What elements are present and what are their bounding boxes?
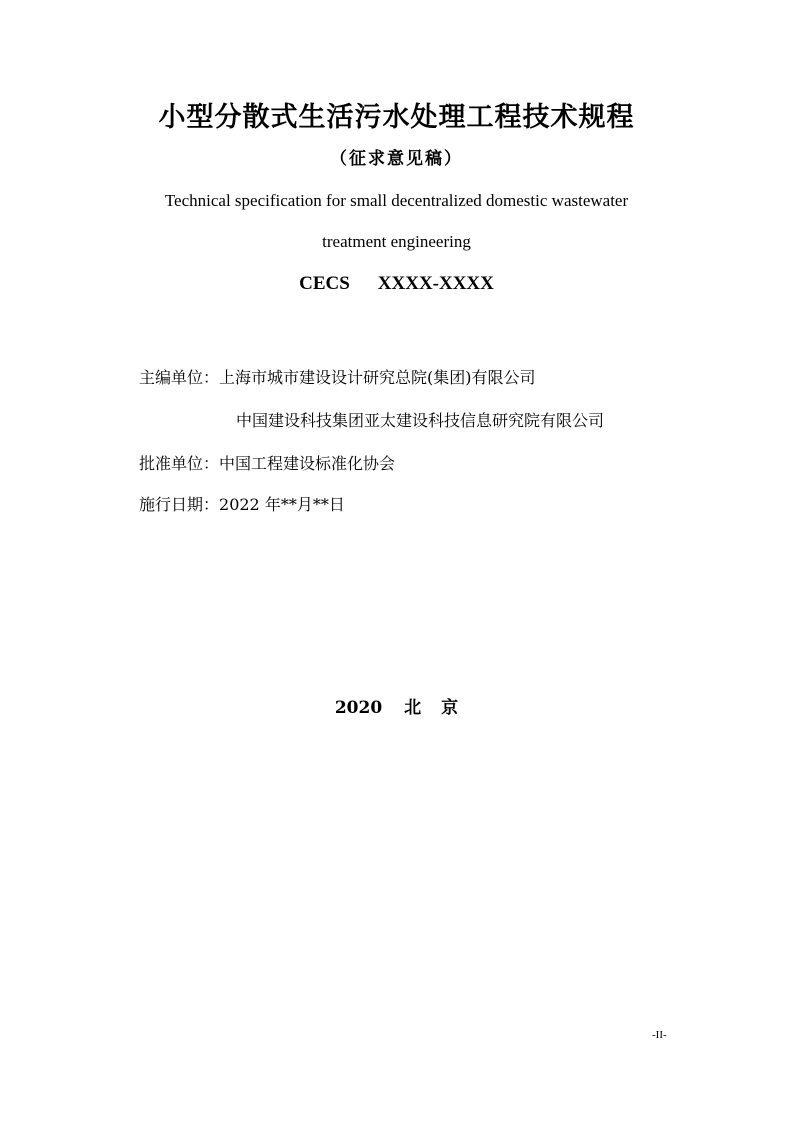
editor-unit-row [139, 366, 536, 390]
effective-label: 施行日期： [139, 495, 220, 514]
effective-date-row [139, 493, 345, 517]
document-subtitle-cn: （征求意见稿） [330, 149, 463, 169]
standard-code-prefix: CECS [299, 273, 350, 294]
page-number: -II- [652, 1029, 667, 1041]
document-title-en-line1: Technical specification for small decentralized domestic wastewater [164, 191, 629, 210]
editor-unit-1: 上海市城市建设设计研究总院(集团)有限公司 [219, 368, 536, 387]
document-title-cn: 小型分散式生活污水处理工程技术规程 [158, 102, 635, 133]
standard-code-number: XXXX-XXXX [377, 273, 494, 294]
publication-year: 2020 [334, 698, 383, 718]
effective-date: 2022 年**月**日 [219, 495, 345, 514]
document-title-en-line2: treatment engineering [322, 232, 471, 251]
editor-unit-row-2 [236, 409, 604, 433]
publication-city: 北京 [404, 698, 479, 718]
approver-unit: 中国工程建设标准化协会 [219, 454, 396, 473]
approver-label: 批准单位： [139, 454, 220, 473]
publication-info [0, 696, 793, 720]
editor-unit-2: 中国建设科技集团亚太建设科技信息研究院有限公司 [236, 411, 605, 430]
approver-unit-row [139, 452, 395, 476]
editor-label: 主编单位： [139, 368, 220, 387]
standard-code [0, 271, 793, 297]
